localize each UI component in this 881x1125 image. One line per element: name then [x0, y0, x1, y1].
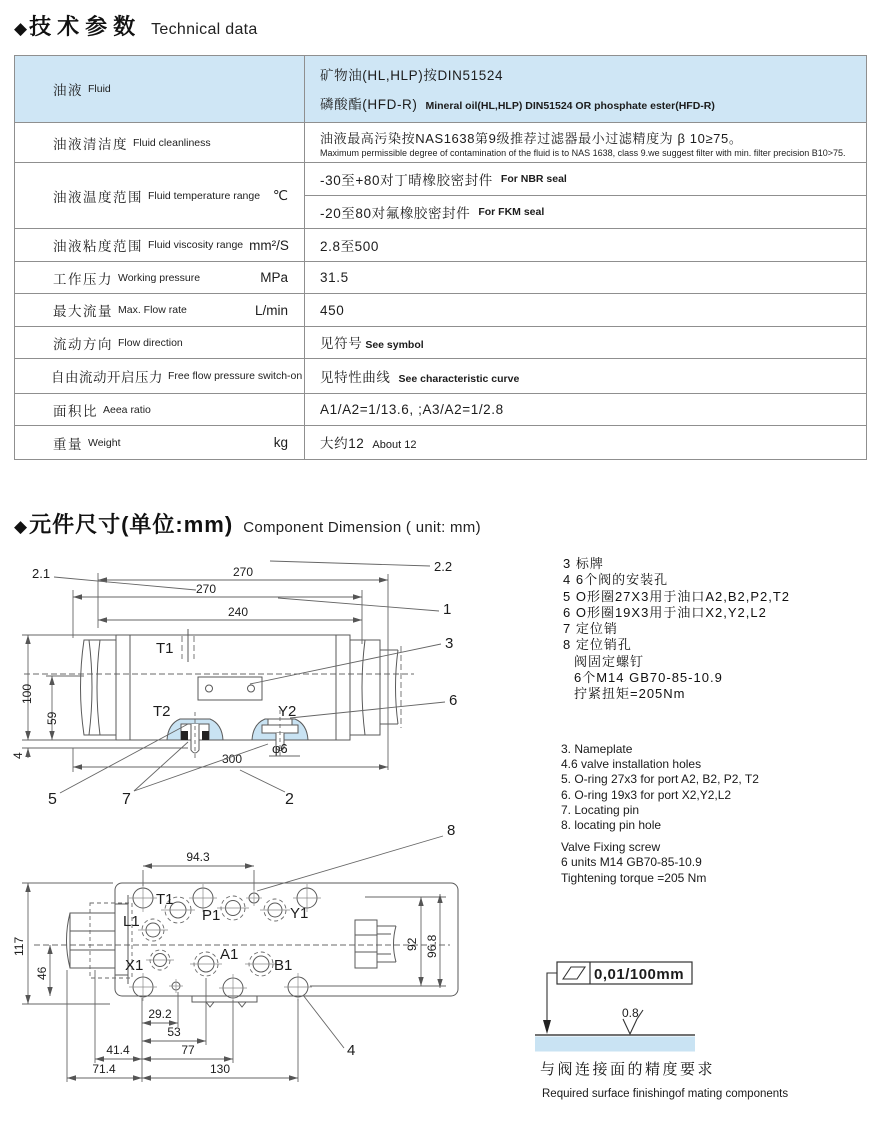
- note-line: Valve Fixing screw: [561, 840, 661, 855]
- dim-130: 130: [209, 1062, 231, 1076]
- row-label: [15, 294, 305, 326]
- value-zh: 见特性曲线: [320, 369, 391, 385]
- value-zh: -30至+80对丁晴橡胶密封件: [320, 173, 493, 188]
- dim-71-4: 71.4: [92, 1062, 116, 1076]
- label-zh: 油液粘度范围: [53, 239, 143, 254]
- note-line: 3. Nameplate: [561, 742, 633, 756]
- port-L1-label: L1: [123, 913, 140, 930]
- row-value: [305, 426, 866, 459]
- value: 31.5: [320, 270, 349, 285]
- port-T2-label: T2: [153, 703, 171, 720]
- dimension-lines: [22, 866, 446, 1082]
- port-T2-seal: [167, 712, 223, 759]
- surface-finish-caption-en: Required surface finishingof mating components: [542, 1088, 789, 1100]
- note-line: 5 O形圈27X3用于油口A2,B2,P2,T2: [563, 588, 791, 604]
- row-value: [305, 394, 866, 425]
- note-line: 5. O-ring 27x3 for port A2, B2, P2, T2: [561, 772, 759, 787]
- callout-3: 3: [445, 635, 454, 652]
- note-line: 6 O形圈19X3用于油口X2,Y2,L2: [563, 604, 767, 620]
- label-zh: 重量: [53, 436, 83, 452]
- note-line: 阀固定螺钉: [574, 653, 645, 669]
- label-unit: ℃: [272, 187, 288, 203]
- table-row-weight: [15, 425, 866, 459]
- label-zh: 面积比: [53, 403, 98, 419]
- table-row-free-flow: [15, 358, 866, 393]
- value-en: For FKM seal: [478, 206, 545, 218]
- flatness-symbol-icon: [563, 967, 585, 979]
- value-nbr: [305, 163, 866, 196]
- dim-dia6: φ6: [272, 741, 288, 756]
- value-fkm: [305, 196, 866, 228]
- port-labels: [153, 640, 296, 720]
- technical-data-table: [14, 55, 867, 460]
- leader-arrow: [543, 973, 557, 1034]
- roughness-value: 0.8: [622, 1006, 639, 1020]
- value-zh: 磷酸酯(HFD-R): [320, 97, 418, 112]
- label-en: Max. Flow rate: [118, 304, 187, 316]
- body-outline: [34, 883, 458, 1007]
- port-X1-label: X1: [125, 957, 144, 974]
- row-label: [15, 394, 305, 425]
- value-zh: -20至80对氟橡胶密封件: [320, 206, 471, 221]
- label-zh: 最大流量: [53, 304, 113, 319]
- port-T1-label: T1: [156, 640, 174, 657]
- value-line-1: 矿物油(HL,HLP)按DIN51524: [320, 68, 504, 83]
- callout-8: 8: [447, 822, 456, 839]
- label-en: Fluid: [88, 83, 111, 95]
- value-en: Mineral oil(HL,HLP) DIN51524 OR phosphate ester(HFD-R): [425, 100, 715, 112]
- callout-4: 4: [347, 1042, 356, 1059]
- callout-1: 1: [443, 601, 452, 618]
- table-row-area-ratio: [15, 393, 866, 425]
- label-zh: 自由流动开启压力: [51, 370, 163, 385]
- label-zh: 流动方向: [53, 336, 113, 352]
- section-title-zh: 技术参数: [29, 14, 142, 39]
- dim-270: 270: [195, 582, 217, 596]
- table-row-flowrate: [15, 293, 866, 326]
- port-A1-label: A1: [220, 946, 239, 963]
- label-unit: mm²/S: [249, 237, 289, 253]
- row-label: [15, 163, 305, 228]
- label-zh: 油液温度范围: [53, 189, 143, 205]
- callout-labels: [347, 822, 455, 1059]
- row-value: [305, 56, 866, 122]
- table-row-fluid: [15, 56, 866, 122]
- label-en: Weight: [88, 436, 121, 449]
- technical-data-header: [14, 10, 258, 41]
- note-line: Tightening torque =205 Nm: [561, 870, 707, 885]
- value-en: See symbol: [365, 339, 424, 351]
- note-line: 4 6个阀的安装孔: [563, 572, 669, 588]
- value-en: For NBR seal: [500, 173, 567, 185]
- section-title-en: Component Dimension ( unit: mm): [243, 519, 481, 536]
- dim-4: 4: [11, 752, 25, 759]
- dim-92: 92: [405, 937, 419, 951]
- label-unit: L/min: [254, 302, 288, 318]
- value: 450: [320, 302, 345, 318]
- dim-29-2: 29.2: [148, 1007, 172, 1021]
- value: 2.8至500: [320, 239, 379, 254]
- callout-6: 6: [449, 692, 458, 709]
- section-title-zh: 元件尺寸(单位:mm): [29, 512, 234, 537]
- value-line: [320, 432, 866, 453]
- note-line: 拧紧扭矩=205Nm: [574, 686, 686, 702]
- row-label: [15, 262, 305, 293]
- dim-117: 117: [12, 936, 26, 956]
- row-value: [305, 359, 866, 393]
- label-en: Free flow pressure switch-on: [168, 370, 303, 382]
- label-unit: kg: [273, 435, 288, 450]
- valve-port-face-drawing: [10, 818, 590, 1103]
- table-row-cleanliness: [15, 122, 866, 162]
- port-Y1-label: Y1: [290, 905, 309, 922]
- dim-270-top: 270: [232, 565, 254, 579]
- value-en: About 12: [372, 439, 417, 451]
- label-en: Flow direction: [118, 336, 183, 349]
- right-fitting: [355, 920, 396, 968]
- label-zh: 工作压力: [53, 271, 113, 287]
- callout-labels: [32, 559, 457, 808]
- row-value: [305, 327, 866, 358]
- callout-5: 5: [48, 791, 57, 808]
- table-row-pressure: [15, 261, 866, 293]
- port-P1-label: P1: [202, 907, 221, 924]
- row-value: [305, 163, 866, 228]
- table-row-viscosity: [15, 228, 866, 261]
- dim-53: 53: [167, 1025, 181, 1039]
- note-line: 6个M14 GB70-85-10.9: [574, 670, 723, 686]
- row-value: [305, 294, 866, 326]
- notes-chinese: [563, 556, 790, 703]
- note-line: 8. locating pin hole: [561, 818, 662, 833]
- value-en: See characteristic curve: [398, 372, 520, 385]
- note-line: 8 定位销孔: [563, 637, 632, 653]
- dimension-labels: [11, 565, 288, 766]
- valve-side-view-drawing: [10, 552, 585, 817]
- row-label: [15, 56, 305, 122]
- dim-100: 100: [20, 683, 34, 704]
- port-Y2-label: Y2: [278, 703, 297, 720]
- row-value: [305, 229, 866, 261]
- section-title-en: Technical data: [151, 21, 258, 38]
- value-line-2: [320, 93, 866, 114]
- value-line: [320, 366, 866, 387]
- label-en: Fluid viscosity range: [148, 239, 244, 251]
- note-line: 6. O-ring 19x3 for port X2,Y2,L2: [561, 787, 732, 802]
- table-row-temperature: [15, 162, 866, 228]
- callout-2: 2: [285, 791, 294, 808]
- nameplate: [198, 677, 262, 700]
- note-line: 6 units M14 GB70-85-10.9: [561, 855, 702, 870]
- row-label: [15, 123, 305, 162]
- dim-77: 77: [181, 1043, 195, 1057]
- port-T1-marks: [182, 629, 194, 662]
- diamond-bullet-icon: ◆: [14, 517, 28, 536]
- row-label: [15, 327, 305, 358]
- row-label: [15, 359, 305, 393]
- label-en: Aeea ratio: [103, 403, 151, 416]
- label-zh: 油液: [53, 83, 83, 98]
- table-row-flow-direction: [15, 326, 866, 358]
- surface: [535, 1035, 695, 1052]
- note-line: 7 定位销: [563, 621, 618, 637]
- dim-300: 300: [221, 752, 243, 766]
- diamond-bullet-icon: ◆: [14, 19, 28, 38]
- note-line: 7. Locating pin: [561, 802, 640, 817]
- label-zh: 油液清洁度: [53, 136, 128, 152]
- callout-7: 7: [122, 791, 131, 808]
- row-value: [305, 262, 866, 293]
- value-zh: 油液最高污染按NAS1638第9级推荐过滤器最小过滤精度为 β 10≥75。: [320, 130, 743, 146]
- dim-96-8: 96.8: [425, 934, 439, 958]
- row-value: [305, 123, 866, 162]
- dim-59: 59: [45, 711, 59, 725]
- note-line: 4.6 valve installation holes: [561, 757, 702, 772]
- row-label: [15, 229, 305, 261]
- dim-46: 46: [35, 966, 49, 980]
- dimension-labels: [12, 850, 439, 1076]
- surface-finish-caption-zh: 与阀连接面的精度要求: [540, 1061, 716, 1078]
- label-unit: MPa: [260, 270, 288, 285]
- row-label: [15, 426, 305, 459]
- value-line: [320, 332, 866, 353]
- label-en: Fluid cleanliness: [133, 136, 211, 149]
- flatness-tolerance-value: 0,01/100mm: [594, 966, 685, 983]
- value-zh: 见符号: [320, 336, 363, 351]
- value-en: Maximum permissible degree of contamination of the fluid is to NAS 1638, class 9.we suggest filter with min. filter precision B10>75.: [320, 147, 846, 158]
- component-dimension-header: [14, 508, 481, 539]
- label-en: Fluid temperature range: [148, 189, 261, 202]
- dim-240: 240: [227, 605, 249, 619]
- label-en: Working pressure: [118, 271, 201, 284]
- note-line: 3 标牌: [563, 556, 604, 571]
- callout-2-2: 2.2: [434, 559, 453, 574]
- callout-2-1: 2.1: [32, 566, 51, 581]
- port-T1-label: T1: [156, 891, 174, 908]
- dim-94-3: 94.3: [186, 850, 210, 864]
- notes-english: [561, 742, 759, 886]
- dim-41-4: 41.4: [106, 1043, 130, 1057]
- body-outline: [24, 635, 414, 740]
- value-zh: 大约12: [320, 436, 365, 451]
- port-B1-label: B1: [274, 957, 293, 974]
- value: A1/A2=1/13.6, ;A3/A2=1/2.8: [320, 402, 504, 417]
